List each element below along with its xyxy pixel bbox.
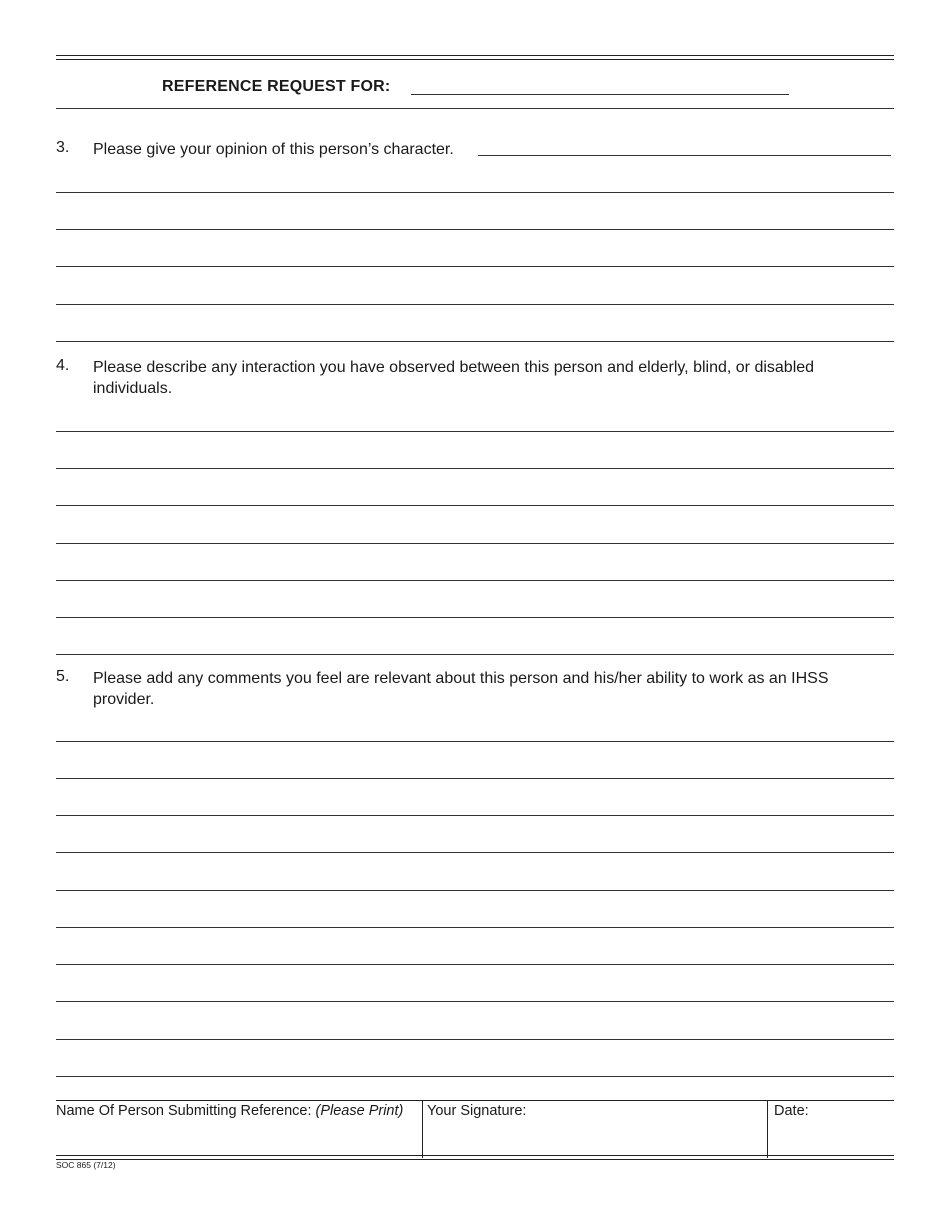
form-id: SOC 865 (7/12) [56, 1160, 116, 1170]
question-4-number: 4. [56, 357, 70, 374]
reference-request-name-field[interactable] [411, 94, 789, 95]
question-3-answer-line[interactable] [56, 192, 894, 193]
question-3-number: 3. [56, 139, 70, 156]
signature-block [56, 1100, 894, 1156]
question-4-answer-line[interactable] [56, 468, 894, 469]
question-3-answer-line[interactable] [56, 304, 894, 305]
please-print-hint: (Please Print) [315, 1103, 404, 1119]
top-double-rule [56, 55, 894, 60]
question-5-answer-line[interactable] [56, 1039, 894, 1040]
question-5-answer-line[interactable] [56, 778, 894, 779]
question-4-answer-line[interactable] [56, 580, 894, 581]
question-4-answer-line[interactable] [56, 543, 894, 544]
name-of-submitter-label: Name Of Person Submitting Reference: [56, 1103, 312, 1119]
question-4-answer-line[interactable] [56, 654, 894, 655]
name-of-submitter-field[interactable] [56, 1101, 422, 1158]
question-5-number: 5. [56, 668, 70, 685]
date-field[interactable] [767, 1101, 900, 1158]
question-5-text: Please add any comments you feel are relevant about this person and his/her ability to work as an IHSS provider. [93, 670, 829, 708]
question-5-answer-line[interactable] [56, 852, 894, 853]
question-5-answer-line[interactable] [56, 890, 894, 891]
date-label: Date: [774, 1103, 809, 1119]
question-4-answer-line[interactable] [56, 505, 894, 506]
question-5-answer-line[interactable] [56, 927, 894, 928]
signature-field[interactable] [422, 1101, 771, 1158]
question-5-answer-line[interactable] [56, 815, 894, 816]
header-divider [56, 108, 894, 109]
question-3-answer-line[interactable] [56, 341, 894, 342]
question-3-text: Please give your opinion of this person’s character. [93, 141, 454, 158]
signature-label: Your Signature: [427, 1103, 527, 1119]
question-3-inline-answer-line[interactable] [478, 155, 891, 156]
question-3-answer-line[interactable] [56, 266, 894, 267]
question-5-answer-line[interactable] [56, 1076, 894, 1077]
question-4-answer-line[interactable] [56, 617, 894, 618]
bottom-double-rule [56, 1155, 894, 1160]
question-5-answer-line[interactable] [56, 741, 894, 742]
question-4-text: Please describe any interaction you have observed between this person and elderly, blind, or disabled individuals. [93, 359, 815, 397]
question-5-answer-line[interactable] [56, 964, 894, 965]
reference-request-label: REFERENCE REQUEST FOR: [162, 78, 391, 95]
question-4-answer-line[interactable] [56, 431, 894, 432]
question-5-answer-line[interactable] [56, 1001, 894, 1002]
question-3-answer-line[interactable] [56, 229, 894, 230]
